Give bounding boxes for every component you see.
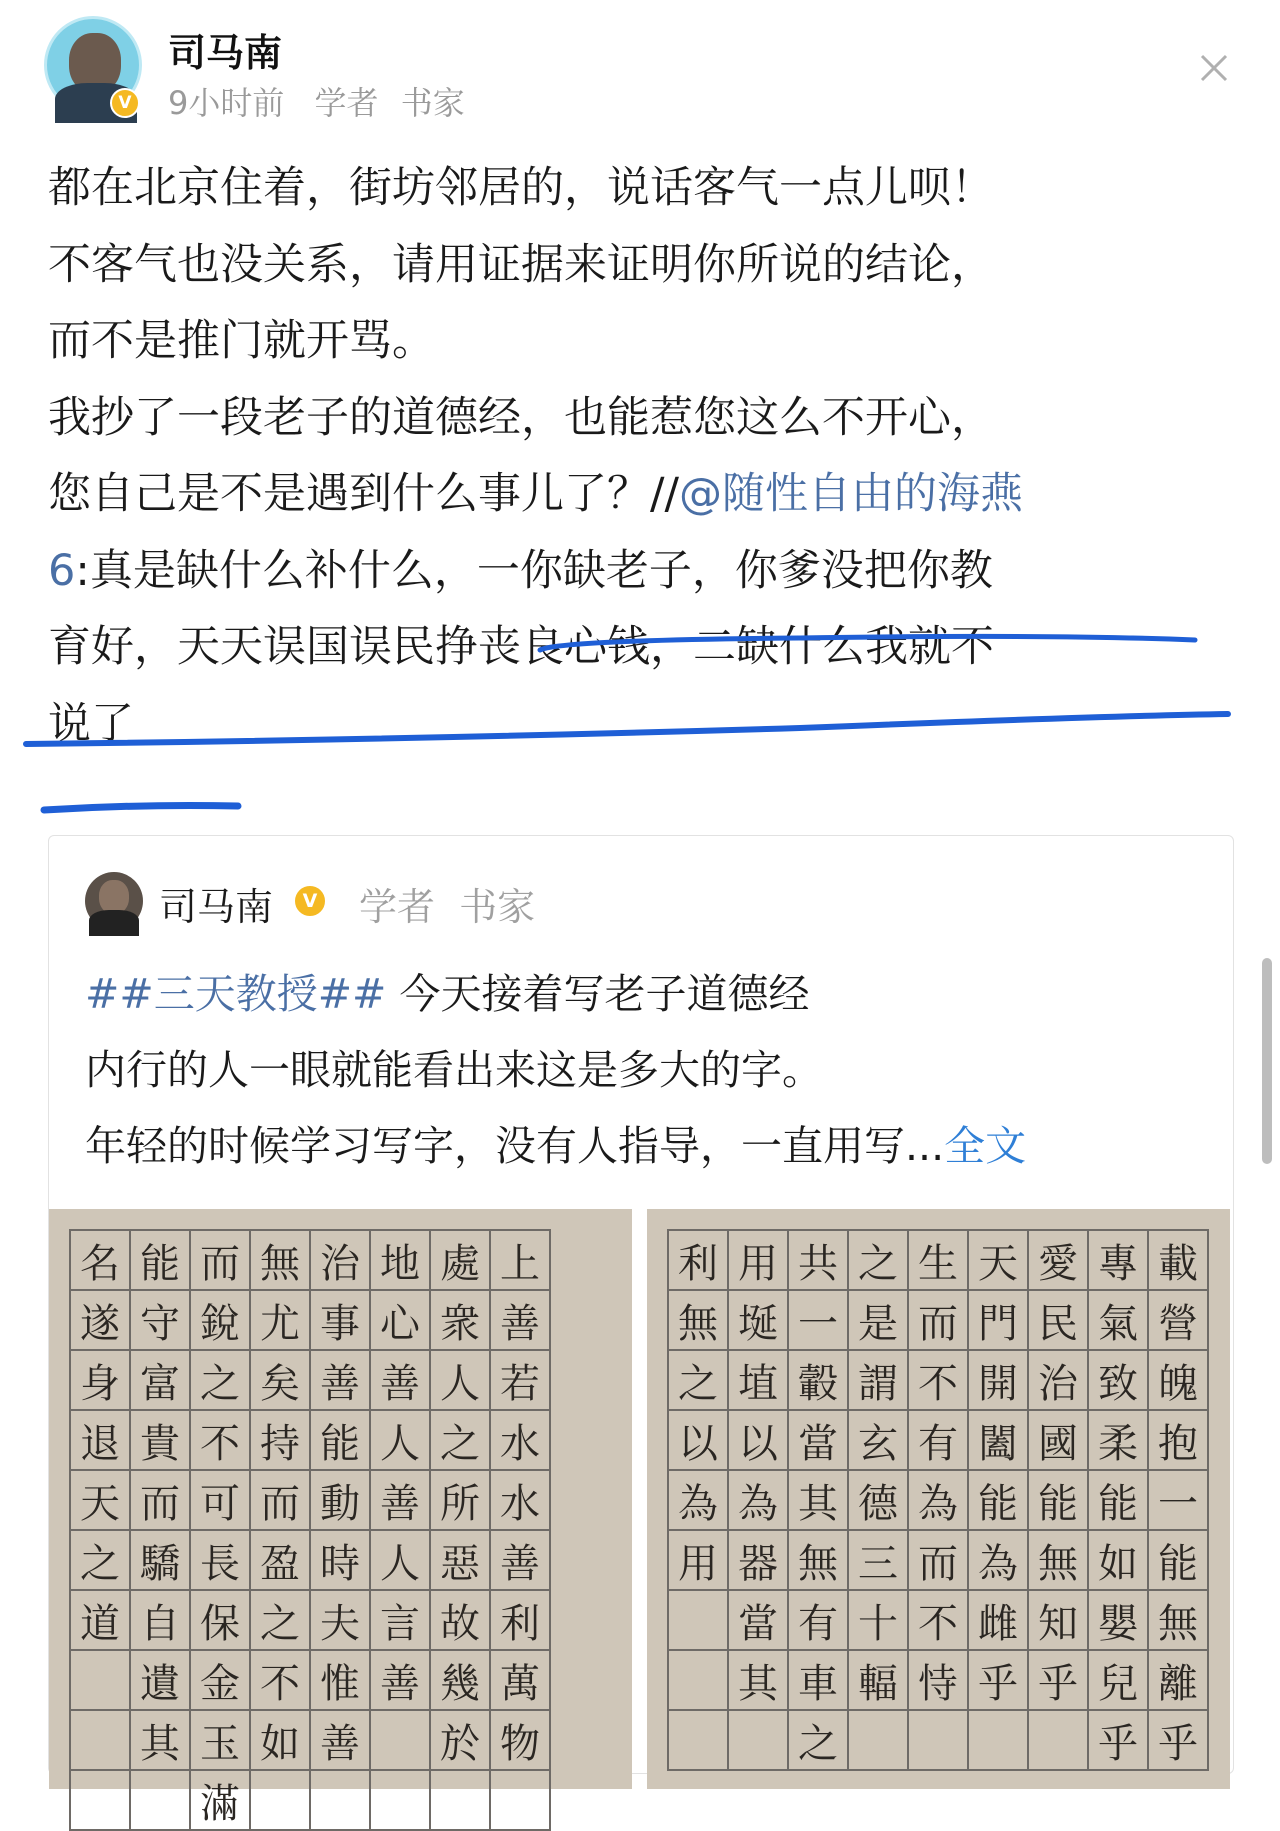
calligraphy-char	[371, 1711, 431, 1771]
calligraphy-char: 為	[969, 1531, 1029, 1591]
calligraphy-char: 善	[371, 1471, 431, 1531]
calligraphy-char: 人	[371, 1531, 431, 1591]
quoted-line	[85, 956, 1205, 1032]
calligraphy-char: 動	[311, 1471, 371, 1531]
calligraphy-char: 人	[431, 1351, 491, 1411]
quoted-line	[85, 1108, 1205, 1184]
calligraphy-char	[491, 1771, 551, 1831]
calligraphy-char: 乎	[1029, 1651, 1089, 1711]
calligraphy-image[interactable]	[647, 1209, 1230, 1789]
quoted-author-avatar[interactable]	[85, 872, 143, 930]
calligraphy-char: 柔	[1089, 1411, 1149, 1471]
calligraphy-char	[909, 1711, 969, 1771]
calligraphy-char: 能	[1089, 1471, 1149, 1531]
quoted-author-name[interactable]: 司马南	[159, 885, 274, 929]
calligraphy-char	[1029, 1711, 1089, 1771]
calligraphy-char: 乎	[1089, 1711, 1149, 1771]
calligraphy-char: 無	[251, 1231, 311, 1291]
calligraphy-char: 善	[371, 1351, 431, 1411]
calligraphy-char	[669, 1591, 729, 1651]
calligraphy-char: 幾	[431, 1651, 491, 1711]
calligraphy-char: 矣	[251, 1351, 311, 1411]
calligraphy-char: 故	[431, 1591, 491, 1651]
calligraphy-char: 以	[669, 1411, 729, 1471]
mention-link[interactable]: @随性自由的海燕	[678, 469, 1023, 519]
calligraphy-char: 乎	[969, 1651, 1029, 1711]
calligraphy-char	[969, 1711, 1029, 1771]
calligraphy-char: 治	[311, 1231, 371, 1291]
quoted-post-text	[85, 956, 1205, 1184]
calligraphy-char: 闔	[969, 1411, 1029, 1471]
calligraphy-char: 時	[311, 1531, 371, 1591]
calligraphy-char: 以	[729, 1411, 789, 1471]
calligraphy-char: 玄	[849, 1411, 909, 1471]
calligraphy-char: 善	[311, 1711, 371, 1771]
calligraphy-char: 利	[669, 1231, 729, 1291]
calligraphy-char: 恃	[909, 1651, 969, 1711]
calligraphy-char: 善	[491, 1291, 551, 1351]
calligraphy-char: 而	[909, 1291, 969, 1351]
author-tag: 学者	[314, 84, 379, 122]
calligraphy-char: 能	[1029, 1471, 1089, 1531]
calligraphy-char: 不	[251, 1651, 311, 1711]
calligraphy-char	[849, 1711, 909, 1771]
calligraphy-char: 為	[669, 1471, 729, 1531]
calligraphy-char: 為	[729, 1471, 789, 1531]
calligraphy-char: 能	[1149, 1531, 1209, 1591]
calligraphy-char: 是	[849, 1291, 909, 1351]
post-line: 而不是推门就开骂。	[48, 316, 435, 366]
calligraphy-char	[669, 1651, 729, 1711]
calligraphy-char: 埏	[729, 1291, 789, 1351]
calligraphy-char	[71, 1711, 131, 1771]
calligraphy-char: 國	[1029, 1411, 1089, 1471]
post-line: 我抄了一段老子的道德经，也能惹您这么不开心，	[48, 392, 994, 443]
calligraphy-char: 所	[431, 1471, 491, 1531]
calligraphy-char: 天	[969, 1231, 1029, 1291]
calligraphy-char: 抱	[1149, 1411, 1209, 1471]
calligraphy-char: 名	[71, 1231, 131, 1291]
calligraphy-char: 輻	[849, 1651, 909, 1711]
calligraphy-char: 不	[191, 1411, 251, 1471]
calligraphy-char: 無	[789, 1531, 849, 1591]
calligraphy-char: 一	[1149, 1471, 1209, 1531]
underline-stroke	[44, 806, 238, 811]
calligraphy-char: 而	[909, 1531, 969, 1591]
post-time: 9小时前	[168, 84, 285, 122]
calligraphy-char: 道	[71, 1591, 131, 1651]
calligraphy-char	[431, 1771, 491, 1831]
post-line-text: 您自己是不是遇到什么事儿了？//	[48, 469, 679, 519]
calligraphy-char: 專	[1089, 1231, 1149, 1291]
calligraphy-char: 於	[431, 1711, 491, 1771]
calligraphy-char: 善	[491, 1531, 551, 1591]
calligraphy-char: 當	[789, 1411, 849, 1471]
calligraphy-char	[251, 1771, 311, 1831]
calligraphy-char: 謂	[849, 1351, 909, 1411]
calligraphy-char: 可	[191, 1471, 251, 1531]
calligraphy-char	[371, 1771, 431, 1831]
calligraphy-char	[71, 1771, 131, 1831]
calligraphy-char: 之	[431, 1411, 491, 1471]
calligraphy-char: 處	[431, 1231, 491, 1291]
calligraphy-char: 水	[491, 1471, 551, 1531]
calligraphy-char: 其	[729, 1651, 789, 1711]
quoted-author-tags	[359, 876, 555, 931]
calligraphy-char: 之	[71, 1531, 131, 1591]
calligraphy-char: 民	[1029, 1291, 1089, 1351]
calligraphy-char: 無	[1149, 1591, 1209, 1651]
calligraphy-char: 而	[191, 1231, 251, 1291]
calligraphy-char: 載	[1149, 1231, 1209, 1291]
calligraphy-char: 三	[849, 1531, 909, 1591]
calligraphy-char: 不	[909, 1351, 969, 1411]
post-line-text: :真是缺什么补什么，一你缺老子，你爹没把你教	[75, 545, 993, 596]
calligraphy-image[interactable]	[49, 1209, 632, 1827]
calligraphy-char: 持	[251, 1411, 311, 1471]
calligraphy-char: 自	[131, 1591, 191, 1651]
calligraphy-char: 若	[491, 1351, 551, 1411]
calligraphy-char: 共	[789, 1231, 849, 1291]
calligraphy-char	[669, 1711, 729, 1771]
calligraphy-char: 地	[371, 1231, 431, 1291]
calligraphy-char: 善	[371, 1651, 431, 1711]
calligraphy-char: 貴	[131, 1411, 191, 1471]
author-tag: 书家	[400, 84, 465, 122]
mention-link-suffix[interactable]: 6	[48, 545, 76, 596]
calligraphy-char: 能	[311, 1411, 371, 1471]
calligraphy-char: 富	[131, 1351, 191, 1411]
avatar-face	[99, 880, 129, 914]
calligraphy-char: 水	[491, 1411, 551, 1471]
calligraphy-char: 一	[789, 1291, 849, 1351]
calligraphy-char: 之	[789, 1711, 849, 1771]
calligraphy-grid	[69, 1229, 551, 1831]
calligraphy-char: 能	[969, 1471, 1029, 1531]
calligraphy-char	[311, 1771, 371, 1831]
calligraphy-char: 治	[1029, 1351, 1089, 1411]
post-line: 育好，天天误国误民挣丧良心钱，二缺什么我就不	[48, 622, 994, 672]
calligraphy-char: 乎	[1149, 1711, 1209, 1771]
calligraphy-char: 能	[131, 1231, 191, 1291]
verified-badge-icon: V	[293, 884, 327, 918]
post-line	[48, 533, 1248, 610]
calligraphy-char: 長	[191, 1531, 251, 1591]
calligraphy-char: 衆	[431, 1291, 491, 1351]
calligraphy-grid	[667, 1229, 1209, 1771]
calligraphy-char: 有	[909, 1411, 969, 1471]
calligraphy-char: 德	[849, 1471, 909, 1531]
calligraphy-char: 其	[131, 1711, 191, 1771]
calligraphy-char: 為	[909, 1471, 969, 1531]
calligraphy-char: 車	[789, 1651, 849, 1711]
calligraphy-char: 無	[1029, 1531, 1089, 1591]
calligraphy-char: 魄	[1149, 1351, 1209, 1411]
calligraphy-char: 無	[669, 1291, 729, 1351]
verified-badge-icon: V	[110, 88, 140, 118]
post-text	[48, 150, 1248, 762]
calligraphy-char: 之	[669, 1351, 729, 1411]
calligraphy-char: 遺	[131, 1651, 191, 1711]
topic-hashtag[interactable]: ##三天教授##	[85, 970, 387, 1018]
calligraphy-char: 當	[729, 1591, 789, 1651]
calligraphy-char: 嬰	[1089, 1591, 1149, 1651]
quoted-line-text: 今天接着写老子道德经	[386, 970, 810, 1018]
calligraphy-char: 萬	[491, 1651, 551, 1711]
calligraphy-char: 之	[849, 1231, 909, 1291]
calligraphy-char: 致	[1089, 1351, 1149, 1411]
calligraphy-char: 遂	[71, 1291, 131, 1351]
calligraphy-char: 驕	[131, 1531, 191, 1591]
calligraphy-char: 其	[789, 1471, 849, 1531]
quoted-line: 内行的人一眼就能看出来这是多大的字。	[85, 1046, 823, 1094]
post-line	[48, 456, 1248, 533]
calligraphy-char: 如	[251, 1711, 311, 1771]
calligraphy-char: 言	[371, 1591, 431, 1651]
calligraphy-char: 開	[969, 1351, 1029, 1411]
calligraphy-char: 有	[789, 1591, 849, 1651]
calligraphy-char: 夫	[311, 1591, 371, 1651]
calligraphy-char: 守	[131, 1291, 191, 1351]
author-tag: 学者	[359, 885, 436, 929]
calligraphy-char: 氣	[1089, 1291, 1149, 1351]
calligraphy-char	[71, 1651, 131, 1711]
calligraphy-char: 埴	[729, 1351, 789, 1411]
calligraphy-char: 用	[669, 1531, 729, 1591]
calligraphy-char: 轂	[789, 1351, 849, 1411]
quoted-post-card[interactable]	[48, 835, 1234, 1827]
calligraphy-char: 玉	[191, 1711, 251, 1771]
calligraphy-char: 上	[491, 1231, 551, 1291]
quoted-line-text: 年轻的时候学习写字，没有人指导，一直用写...	[85, 1122, 945, 1170]
calligraphy-char: 人	[371, 1411, 431, 1471]
post-line: 不客气也没关系，请用证据来证明你所说的结论，	[48, 239, 994, 290]
calligraphy-char: 天	[71, 1471, 131, 1531]
avatar-shirt	[89, 910, 139, 936]
calligraphy-char: 離	[1149, 1651, 1209, 1711]
author-name[interactable]: 司马南	[168, 31, 283, 75]
calligraphy-char: 不	[909, 1591, 969, 1651]
calligraphy-char: 而	[131, 1471, 191, 1531]
calligraphy-char: 善	[311, 1351, 371, 1411]
calligraphy-char: 而	[251, 1471, 311, 1531]
calligraphy-char: 門	[969, 1291, 1029, 1351]
calligraphy-char: 事	[311, 1291, 371, 1351]
post-line: 说了	[48, 698, 134, 749]
calligraphy-char: 惟	[311, 1651, 371, 1711]
calligraphy-char: 營	[1149, 1291, 1209, 1351]
calligraphy-char: 兒	[1089, 1651, 1149, 1711]
read-more-link[interactable]: 全文	[944, 1122, 1027, 1170]
calligraphy-char	[131, 1771, 191, 1831]
calligraphy-char: 退	[71, 1411, 131, 1471]
calligraphy-char: 十	[849, 1591, 909, 1651]
calligraphy-char: 物	[491, 1711, 551, 1771]
calligraphy-char: 身	[71, 1351, 131, 1411]
post-line: 都在北京住着，街坊邻居的，说话客气一点儿呗！	[48, 163, 994, 213]
calligraphy-char: 如	[1089, 1531, 1149, 1591]
calligraphy-char: 用	[729, 1231, 789, 1291]
post-meta	[168, 78, 485, 124]
calligraphy-char: 保	[191, 1591, 251, 1651]
calligraphy-char: 尤	[251, 1291, 311, 1351]
calligraphy-char: 雌	[969, 1591, 1029, 1651]
calligraphy-char: 金	[191, 1651, 251, 1711]
close-icon[interactable]	[1196, 50, 1232, 86]
calligraphy-char: 惡	[431, 1531, 491, 1591]
calligraphy-char: 盈	[251, 1531, 311, 1591]
author-tag: 书家	[459, 885, 536, 929]
calligraphy-char: 之	[191, 1351, 251, 1411]
calligraphy-char: 器	[729, 1531, 789, 1591]
calligraphy-char: 銳	[191, 1291, 251, 1351]
scrollbar[interactable]	[1262, 958, 1272, 1164]
calligraphy-char: 滿	[191, 1771, 251, 1831]
calligraphy-char: 生	[909, 1231, 969, 1291]
calligraphy-char: 心	[371, 1291, 431, 1351]
calligraphy-char: 愛	[1029, 1231, 1089, 1291]
calligraphy-char: 知	[1029, 1591, 1089, 1651]
calligraphy-char: 之	[251, 1591, 311, 1651]
calligraphy-char	[729, 1711, 789, 1771]
calligraphy-char: 利	[491, 1591, 551, 1651]
